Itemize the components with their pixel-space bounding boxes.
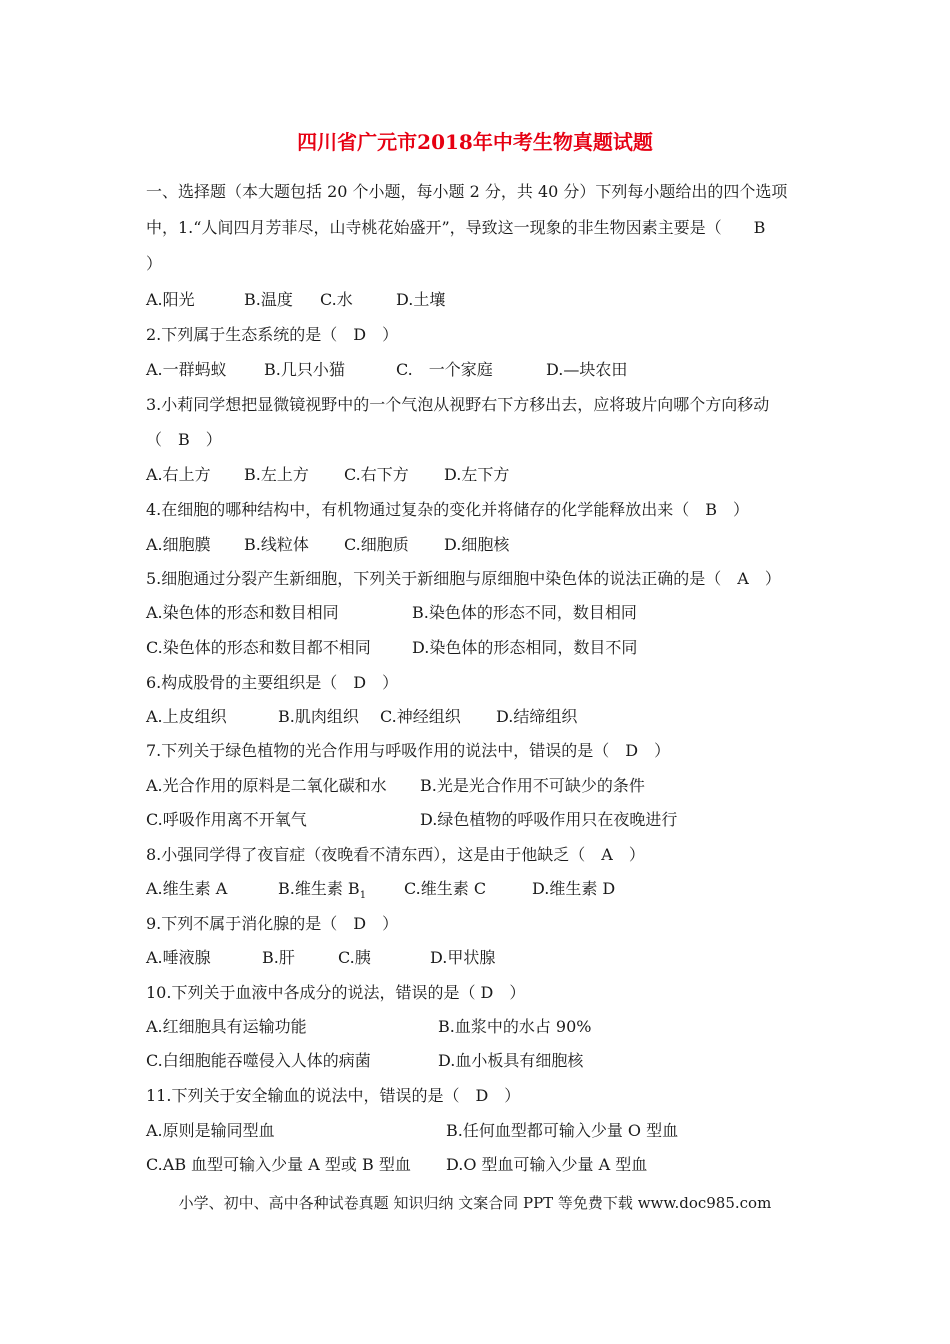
q5-option-d: D.染色体的形态相同，数目不同 — [412, 638, 638, 657]
q3-option-b: B.左上方 — [244, 465, 309, 484]
q2-option-b: B.几只小猫 — [264, 360, 345, 379]
q8-option-b-subscript: 1 — [359, 890, 367, 902]
q10-option-a: A.红细胞具有运输功能 — [146, 1017, 307, 1036]
intro-line-3: ） — [146, 254, 163, 273]
q4-option-a: A.细胞膜 — [146, 535, 211, 554]
q9-option-d: D.甲状腺 — [430, 948, 496, 967]
intro-line-2: 中，1.“人间四月芳菲尽，山寺桃花始盛开”，导致这一现象的非生物因素主要是（ B — [146, 218, 766, 237]
q1-option-a: A.阳光 — [146, 290, 195, 309]
q6-option-d: D.结缔组织 — [496, 707, 578, 726]
q5-stem: 5.细胞通过分裂产生新细胞，下列关于新细胞与原细胞中染色体的说法正确的是（ A ） — [146, 569, 781, 588]
q4-option-b: B.线粒体 — [244, 535, 309, 554]
q8-option-d: D.维生素 D — [532, 879, 616, 898]
q4-stem: 4.在细胞的哪种结构中，有机物通过复杂的变化并将储存的化学能释放出来（ B ） — [146, 500, 750, 519]
q6-option-a: A.上皮组织 — [146, 707, 227, 726]
q10-stem: 10.下列关于血液中各成分的说法，错误的是（ D ） — [146, 983, 526, 1002]
q2-option-a: A.一群蚂蚁 — [146, 360, 227, 379]
q8-option-b — [278, 879, 366, 906]
q5-option-c: C.染色体的形态和数目都不相同 — [146, 638, 371, 657]
q8-option-c: C.维生素 C — [404, 879, 487, 898]
q2-option-d: D.—块农田 — [546, 360, 628, 379]
q4-option-d: D.细胞核 — [444, 535, 510, 554]
q6-stem: 6.构成股骨的主要组织是（ D ） — [146, 673, 399, 692]
q3-stem: 3.小莉同学想把显微镜视野中的一个气泡从视野右下方移出去，应将玻片向哪个方向移动 — [146, 395, 770, 414]
q7-stem: 7.下列关于绿色植物的光合作用与呼吸作用的说法中，错误的是（ D ） — [146, 741, 671, 760]
q9-option-a: A.唾液腺 — [146, 948, 211, 967]
intro-line-1: 一、选择题（本大题包括 20 个小题，每小题 2 分，共 40 分）下列每小题给出的四个选项 — [146, 182, 788, 201]
q11-stem: 11.下列关于安全输血的说法中，错误的是（ D ） — [146, 1086, 521, 1105]
q7-option-a: A.光合作用的原料是二氧化碳和水 — [146, 776, 387, 795]
q8-option-a: A.维生素 A — [146, 879, 228, 898]
q7-option-c: C.呼吸作用离不开氧气 — [146, 810, 307, 829]
q11-option-a: A.原则是输同型血 — [146, 1121, 275, 1140]
q8-option-b-text: B.维生素 B — [278, 879, 360, 898]
q9-option-c: C.胰 — [338, 948, 371, 967]
q1-option-d: D.土壤 — [396, 290, 446, 309]
q3-option-d: D.左下方 — [444, 465, 510, 484]
q4-option-c: C.细胞质 — [344, 535, 409, 554]
q3-option-c: C.右下方 — [344, 465, 409, 484]
q7-option-d: D.绿色植物的呼吸作用只在夜晚进行 — [420, 810, 678, 829]
q5-option-b: B.染色体的形态不同，数目相同 — [412, 603, 637, 622]
q11-option-d: D.O 型血可输入少量 A 型血 — [446, 1155, 648, 1174]
page-footer: 小学、初中、高中各种试卷真题 知识归纳 文案合同 PPT 等免费下载 www.doc985.com — [178, 1194, 772, 1212]
q1-option-c: C.水 — [320, 290, 353, 309]
q11-option-c: C.AB 血型可输入少量 A 型或 B 型血 — [146, 1155, 411, 1174]
q10-option-d: D.血小板具有细胞核 — [438, 1051, 584, 1070]
q5-option-a: A.染色体的形态和数目相同 — [146, 603, 339, 622]
q10-option-c: C.白细胞能吞噬侵入人体的病菌 — [146, 1051, 371, 1070]
q9-stem: 9.下列不属于消化腺的是（ D ） — [146, 914, 399, 933]
document-title: 四川省广元市2018年中考生物真题试题 — [297, 130, 653, 154]
q11-option-b: B.任何血型都可输入少量 O 型血 — [446, 1121, 679, 1140]
q9-option-b: B.肝 — [262, 948, 295, 967]
q8-stem: 8.小强同学得了夜盲症（夜晚看不清东西），这是由于他缺乏（ A ） — [146, 845, 645, 864]
q2-option-c: C. 一个家庭 — [396, 360, 493, 379]
q6-option-c: C.神经组织 — [380, 707, 461, 726]
q3-option-a: A.右上方 — [146, 465, 211, 484]
q6-option-b: B.肌肉组织 — [278, 707, 359, 726]
q3-stem-2: （ B ） — [146, 430, 222, 449]
q1-option-b: B.温度 — [244, 290, 293, 309]
q7-option-b: B.光是光合作用不可缺少的条件 — [420, 776, 645, 795]
q10-option-b: B.血浆中的水占 90% — [438, 1017, 592, 1036]
q2-stem: 2.下列属于生态系统的是（ D ） — [146, 325, 399, 344]
